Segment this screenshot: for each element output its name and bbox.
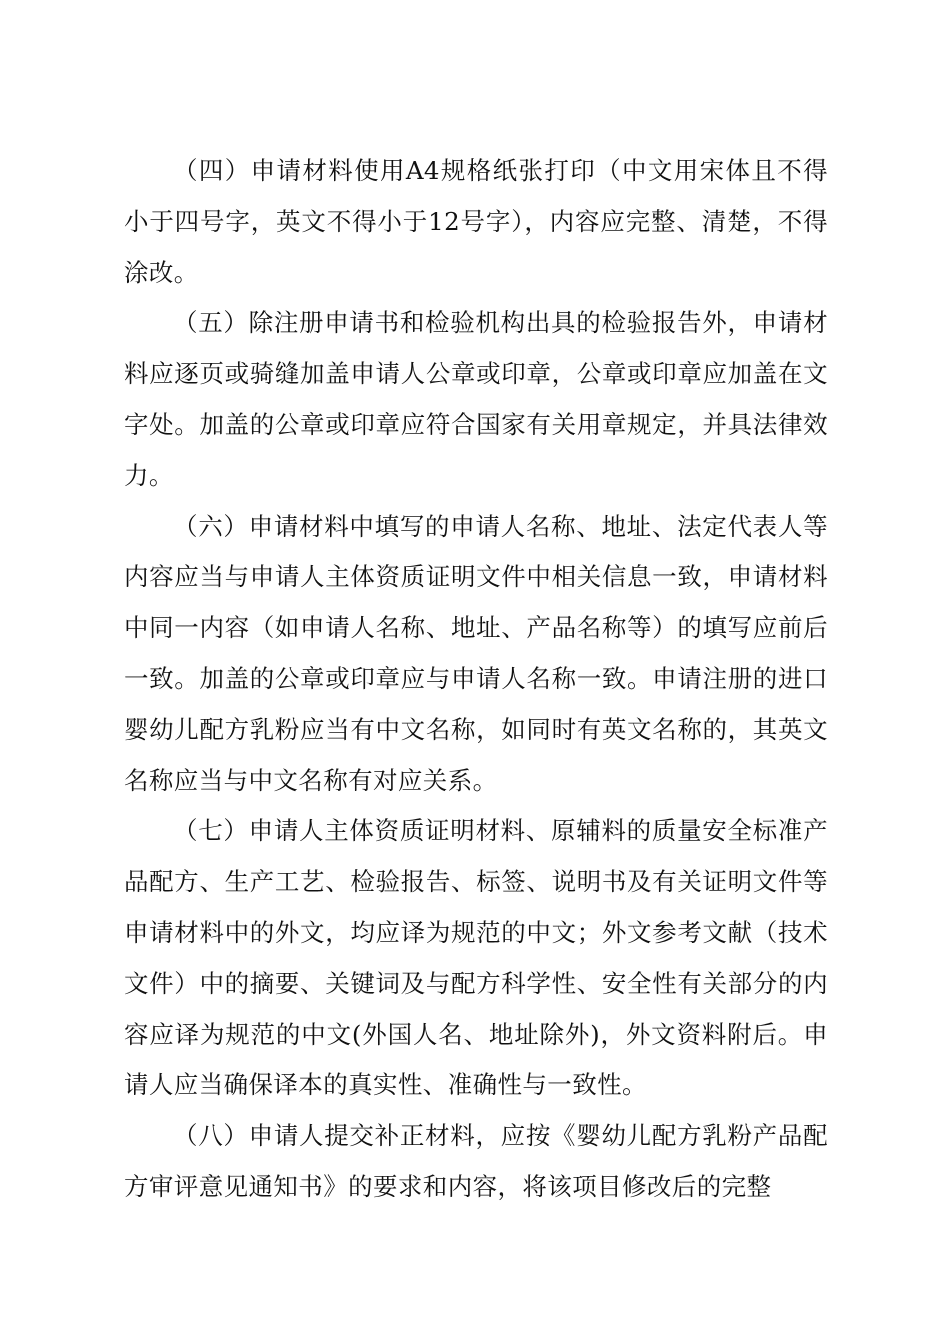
paragraph-5: （五）除注册申请书和检验机构出具的检验报告外，申请材料应逐页或骑缝加盖申请人公章或印章，公章或印章应加盖在文字处。加盖的公章或印章应符合国家有关用章规定，并具法律效力。 xyxy=(124,308,828,490)
document-body xyxy=(124,146,828,1213)
paragraph-4: （四）申请材料使用A4规格纸张打印（中文用宋体且不得小于四号字，英文不得小于12号字），内容应完整、清楚，不得涂改。 xyxy=(124,156,828,287)
paragraph-8: （八）申请人提交补正材料，应按《婴幼儿配方乳粉产品配方审评意见通知书》的要求和内容，将该项目修改后的完整 xyxy=(124,1121,828,1201)
paragraph-7: （七）申请人主体资质证明材料、原辅料的质量安全标准产品配方、生产工艺、检验报告、标签、说明书及有关证明文件等申请材料中的外文，均应译为规范的中文；外文参考文献（技术文件）中的摘要、关键词及与配方科学性、安全性有关部分的内容应译为规范的中文(外国人名、地址除外)，外文资料附后。申请人应当确保译本的真实性、准确性与一致性。 xyxy=(124,816,828,1100)
paragraph-6: （六）申请材料中填写的申请人名称、地址、法定代表人等内容应当与申请人主体资质证明文件中相关信息一致，申请材料中同一内容（如申请人名称、地址、产品名称等）的填写应前后一致。加盖的公章或印章应与申请人名称一致。申请注册的进口婴幼儿配方乳粉应当有中文名称，如同时有英文名称的，其英文名称应当与中文名称有对应关系。 xyxy=(124,511,828,795)
